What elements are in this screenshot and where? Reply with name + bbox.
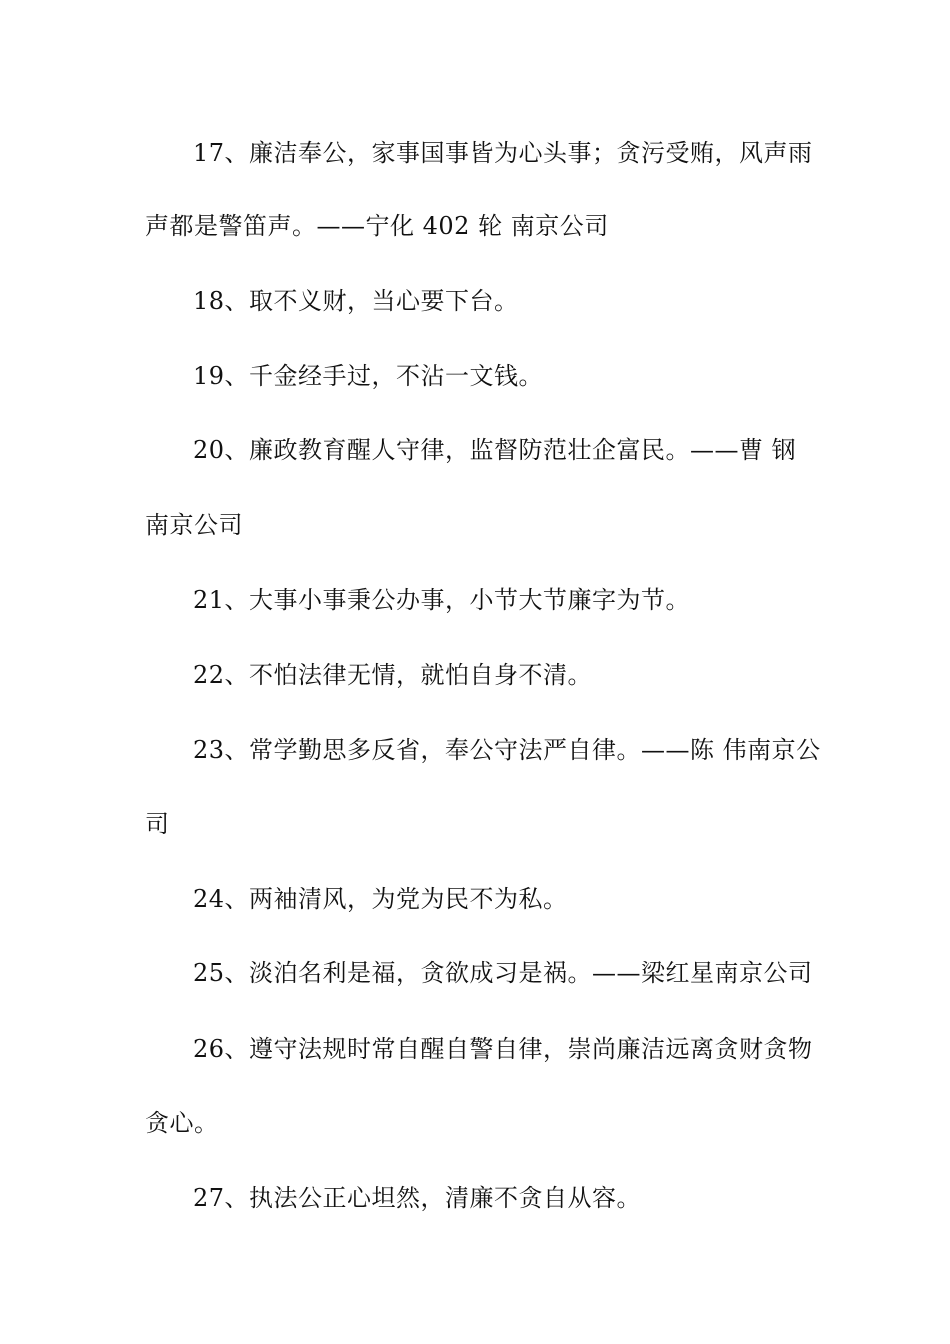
text-line: 17、廉洁奉公，家事国事皆为心头事；贪污受贿，风声雨 [193,139,813,167]
text-line: 贪心。 [145,1109,219,1137]
text-line: 27、执法公正心坦然，清廉不贪自从容。 [193,1184,642,1212]
text-line: 19、千金经手过，不沾一文钱。 [193,362,544,390]
text-line: 声都是警笛声。——宁化 402 轮 南京公司 [145,212,609,240]
text-line: 20、廉政教育醒人守律，监督防范壮企富民。——曹 钢 [193,436,797,464]
text-line: 25、淡泊名利是福，贪欲成习是祸。——梁红星南京公司 [193,959,813,987]
text-line: 26、遵守法规时常自醒自警自律，崇尚廉洁远离贪财贪物 [193,1035,813,1063]
text-line: 21、大事小事秉公办事，小节大节廉字为节。 [193,586,691,614]
text-line: 司 [145,810,170,838]
text-line: 18、取不义财，当心要下台。 [193,287,519,315]
text-line: 南京公司 [145,511,243,539]
text-line: 22、不怕法律无情，就怕自身不清。 [193,661,593,689]
text-line: 23、常学勤思多反省，奉公守法严自律。——陈 伟南京公 [193,736,821,764]
text-line: 24、两袖清风，为党为民不为私。 [193,885,568,913]
